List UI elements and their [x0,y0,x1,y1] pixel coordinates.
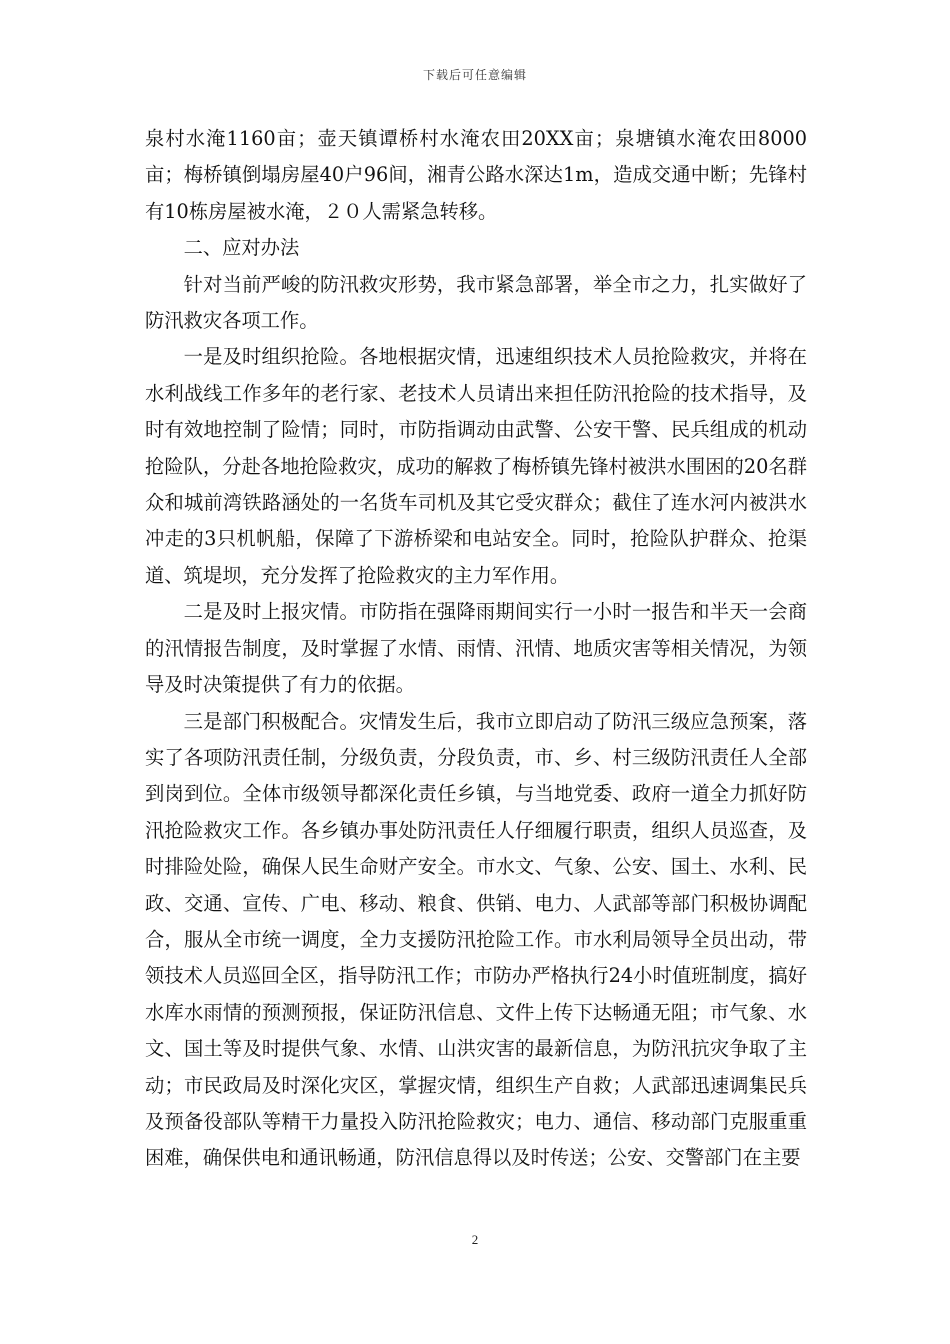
page-header: 下载后可任意编辑 [422,68,527,82]
page-number: 2 [471,1232,479,1247]
paragraph-rescue: 一是及时组织抢险。各地根据灾情，迅速组织技术人员抢险救灾，并将在水利战线工作多年的老行家、老技术人员请出来担任防汛抢险的技术指导，及时有效地控制了险情；同时，市防指调动由武警、公安干警、民兵组成的机动抢险队，分赴各地抢险救灾，成功的解救了梅桥镇先锋村被洪水围困的20名群众和城前湾铁路涵处的一名货车司机及其它受灾群众；截住了连水河内被洪水冲走的3只机帆船，保障了下游桥梁和电站安全。同时，抢险队护群众、抢渠道、筑堤坝，充分发挥了抢险救灾的主力军作用。 [145,345,807,587]
section-heading: 二、应对办法 [183,236,300,260]
paragraph-intro: 针对当前严峻的防汛救灾形势，我市紧急部署，举全市之力，扎实做好了防汛救灾各项工作。 [145,272,807,333]
paragraph-continued: 泉村水淹1160亩；壶天镇谭桥村水淹农田20XX亩；泉塘镇水淹农田8000亩；梅桥镇倒塌房屋40户96间，湘青公路水深达1m，造成交通中断；先锋村有10栋房屋被水淹，２０人需紧急转移。 [145,127,807,223]
paragraph-coordination: 三是部门积极配合。灾情发生后，我市立即启动了防汛三级应急预案，落实了各项防汛责任制，分级负责，分段负责，市、乡、村三级防汛责任人全部到岗到位。全体市级领导都深化责任乡镇，与当地党委、政府一道全力抓好防汛抢险救灾工作。各乡镇办事处防汛责任人仔细履行职责，组织人员巡查，及时排险处险，确保人民生命财产安全。市水文、气象、公安、国土、水利、民政、交通、宣传、广电、移动、粮食、供销、电力、人武部等部门积极协调配合，服从全市统一调度，全力支援防汛抢险工作。市水利局领导全员出动，带领技术人员巡回全区，指导防汛工作；市防办严格执行24小时值班制度，搞好水库水雨情的预测预报，保证防汛信息、文件上传下达畅通无阻；市气象、水文、国土等及时提供气象、水情、山洪灾害的最新信息，为防汛抗灾争取了主动；市民政局及时深化灾区，掌握灾情，组织生产自救；人武部迅速调集民兵及预备役部队等精干力量投入防汛抢险救灾；电力、通信、移动部门克服重重困难，确保供电和通讯畅通，防汛信息得以及时传送；公安、交警部门在主要 [145,709,807,1170]
paragraph-reporting: 二是及时上报灾情。市防指在强降雨期间实行一小时一报告和半天一会商的汛情报告制度，及时掌握了水情、雨情、汛情、地质灾害等相关情况，为领导及时决策提供了有力的依据。 [145,600,807,697]
document-body [145,121,807,1177]
